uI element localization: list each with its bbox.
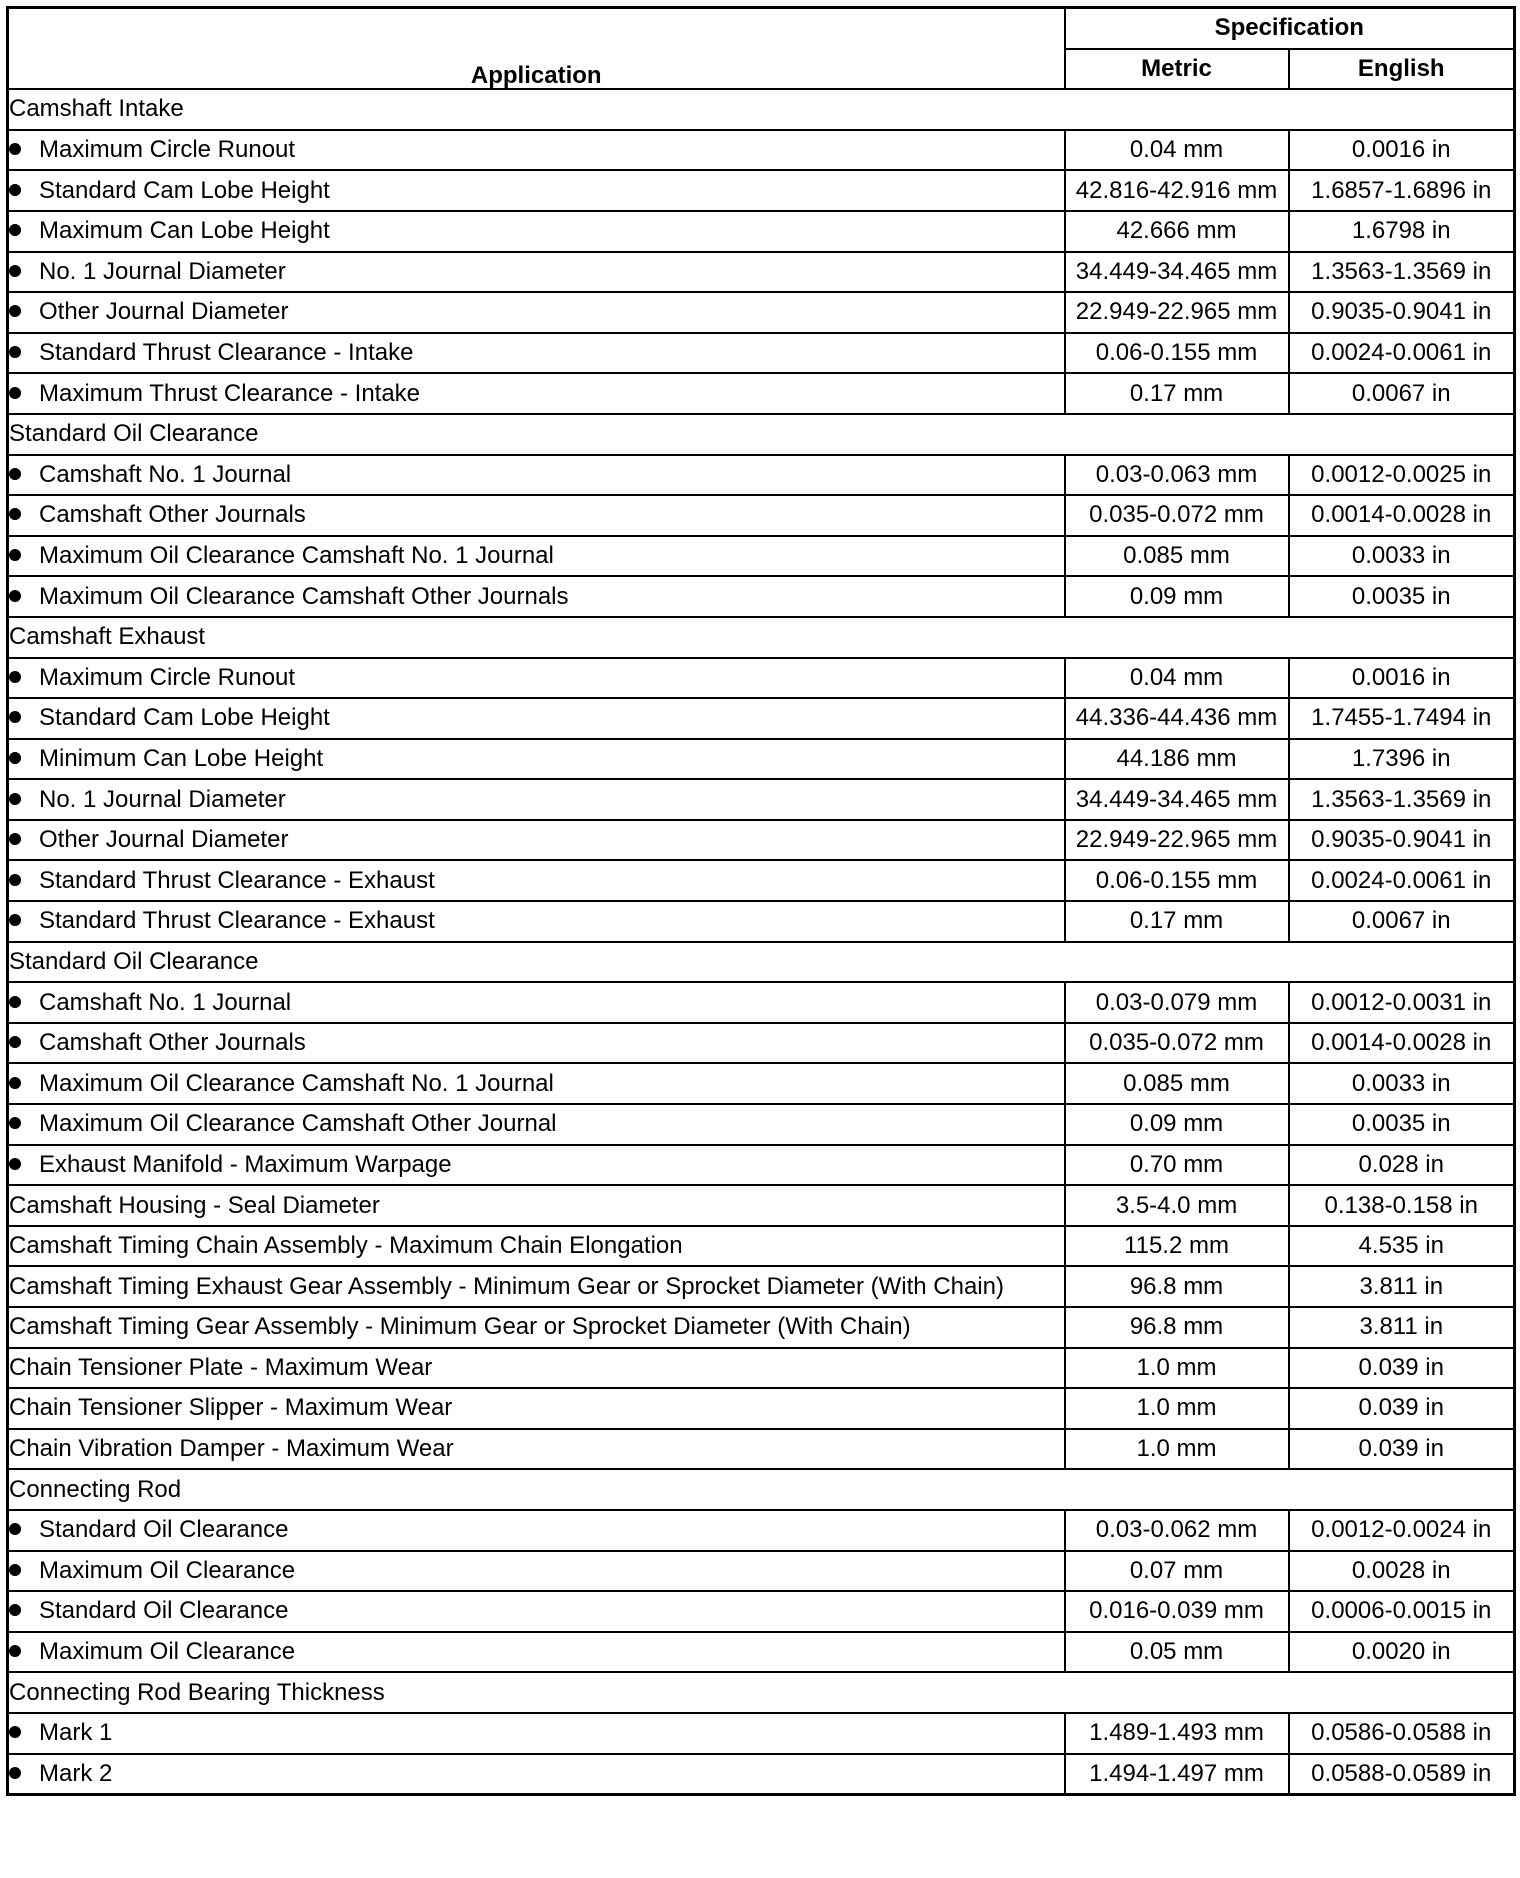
metric-value: 34.449-34.465 mm (1065, 252, 1289, 293)
application-label: Mark 1 (39, 1719, 113, 1747)
application-label: Standard Oil Clearance (39, 1516, 289, 1544)
application-cell (8, 130, 1065, 171)
bullet-icon (9, 1117, 21, 1129)
table-row (8, 739, 1515, 780)
bullet-icon (9, 1604, 21, 1616)
application-cell (8, 1348, 1065, 1389)
section-title: Connecting Rod Bearing Thickness (8, 1672, 1515, 1713)
application-label: Other Journal Diameter (39, 826, 289, 854)
application-cell (8, 455, 1065, 496)
table-row (8, 658, 1515, 699)
bullet-icon (9, 468, 21, 480)
table-body (8, 89, 1515, 1794)
application-cell (8, 1632, 1065, 1673)
application-cell (8, 1551, 1065, 1592)
application-cell (8, 820, 1065, 861)
english-value: 1.6798 in (1289, 211, 1515, 252)
metric-value: 1.494-1.497 mm (1065, 1754, 1289, 1795)
metric-value: 0.06-0.155 mm (1065, 860, 1289, 901)
application-cell (8, 658, 1065, 699)
english-value: 0.0035 in (1289, 1104, 1515, 1145)
metric-value: 22.949-22.965 mm (1065, 292, 1289, 333)
section-title: Camshaft Intake (8, 89, 1515, 130)
application-cell (8, 1266, 1065, 1307)
metric-value: 0.07 mm (1065, 1551, 1289, 1592)
english-value: 0.0016 in (1289, 658, 1515, 699)
application-label: Standard Thrust Clearance - Exhaust (39, 907, 435, 935)
table-row (8, 1551, 1515, 1592)
bullet-icon (9, 1077, 21, 1089)
english-value: 0.039 in (1289, 1429, 1515, 1470)
table-row (8, 982, 1515, 1023)
application-label: Maximum Oil Clearance Camshaft Other Journals (39, 582, 569, 610)
table-row (8, 1226, 1515, 1267)
bullet-icon (9, 1645, 21, 1657)
section-title: Camshaft Exhaust (8, 617, 1515, 658)
application-cell (8, 211, 1065, 252)
application-label: Camshaft Other Journals (39, 501, 306, 529)
application-label: Chain Vibration Damper - Maximum Wear (9, 1435, 454, 1463)
english-value: 0.039 in (1289, 1388, 1515, 1429)
application-cell (8, 739, 1065, 780)
application-cell (8, 901, 1065, 942)
metric-value: 0.09 mm (1065, 576, 1289, 617)
bullet-icon (9, 184, 21, 196)
application-cell (8, 1591, 1065, 1632)
application-cell (8, 495, 1065, 536)
application-label: Camshaft Housing - Seal Diameter (9, 1191, 380, 1219)
application-label: Exhaust Manifold - Maximum Warpage (39, 1150, 452, 1178)
application-cell (8, 252, 1065, 293)
english-value: 1.7455-1.7494 in (1289, 698, 1515, 739)
metric-value: 96.8 mm (1065, 1266, 1289, 1307)
table-row (8, 1632, 1515, 1673)
english-value: 0.0012-0.0031 in (1289, 982, 1515, 1023)
application-label: Camshaft Timing Chain Assembly - Maximum Chain Elongation (9, 1232, 683, 1260)
application-label: Maximum Can Lobe Height (39, 217, 330, 245)
english-value: 0.0033 in (1289, 536, 1515, 577)
bullet-icon (9, 793, 21, 805)
metric-value: 42.816-42.916 mm (1065, 170, 1289, 211)
table-header (8, 8, 1515, 90)
bullet-icon (9, 1036, 21, 1048)
application-label: Camshaft Timing Gear Assembly - Minimum Gear or Sprocket Diameter (With Chain) (9, 1313, 911, 1341)
english-value: 0.0012-0.0024 in (1289, 1510, 1515, 1551)
application-label: Maximum Oil Clearance (39, 1638, 296, 1666)
bullet-icon (9, 1767, 21, 1779)
application-label: Standard Oil Clearance (39, 1597, 289, 1625)
bullet-icon (9, 1564, 21, 1576)
english-header: English (1289, 49, 1515, 90)
application-label: Standard Thrust Clearance - Exhaust (39, 866, 435, 894)
english-value: 1.3563-1.3569 in (1289, 252, 1515, 293)
table-row (8, 455, 1515, 496)
metric-value: 0.03-0.079 mm (1065, 982, 1289, 1023)
table-row (8, 860, 1515, 901)
metric-value: 44.336-44.436 mm (1065, 698, 1289, 739)
english-value: 0.0014-0.0028 in (1289, 495, 1515, 536)
table-row (8, 1063, 1515, 1104)
english-value: 1.7396 in (1289, 739, 1515, 780)
table-row (8, 333, 1515, 374)
english-value: 0.0024-0.0061 in (1289, 860, 1515, 901)
section-title: Standard Oil Clearance (8, 414, 1515, 455)
english-value: 3.811 in (1289, 1266, 1515, 1307)
application-cell (8, 1226, 1065, 1267)
application-label: Standard Cam Lobe Height (39, 176, 330, 204)
application-label: Standard Thrust Clearance - Intake (39, 339, 414, 367)
table-row (8, 1510, 1515, 1551)
english-value: 0.138-0.158 in (1289, 1185, 1515, 1226)
table-row (8, 292, 1515, 333)
bullet-icon (9, 346, 21, 358)
english-value: 1.3563-1.3569 in (1289, 779, 1515, 820)
section-row (8, 414, 1515, 455)
section-row (8, 942, 1515, 983)
application-cell (8, 1023, 1065, 1064)
english-value: 0.0588-0.0589 in (1289, 1754, 1515, 1795)
table-row (8, 820, 1515, 861)
section-title: Standard Oil Clearance (8, 942, 1515, 983)
table-row (8, 576, 1515, 617)
application-cell (8, 1388, 1065, 1429)
english-value: 0.0024-0.0061 in (1289, 333, 1515, 374)
metric-value: 0.035-0.072 mm (1065, 1023, 1289, 1064)
application-cell (8, 292, 1065, 333)
table-row (8, 252, 1515, 293)
application-label: Mark 2 (39, 1759, 113, 1787)
metric-value: 0.016-0.039 mm (1065, 1591, 1289, 1632)
application-label: Minimum Can Lobe Height (39, 744, 324, 772)
specification-table (6, 6, 1516, 1796)
application-label: Maximum Circle Runout (39, 136, 296, 164)
application-label: Maximum Oil Clearance Camshaft Other Journal (39, 1110, 557, 1138)
english-value: 0.0028 in (1289, 1551, 1515, 1592)
application-label: Standard Cam Lobe Height (39, 704, 330, 732)
metric-value: 0.17 mm (1065, 373, 1289, 414)
bullet-icon (9, 914, 21, 926)
metric-value: 0.03-0.062 mm (1065, 1510, 1289, 1551)
bullet-icon (9, 224, 21, 236)
metric-value: 0.05 mm (1065, 1632, 1289, 1673)
bullet-icon (9, 1523, 21, 1535)
english-value: 4.535 in (1289, 1226, 1515, 1267)
english-value: 0.0067 in (1289, 901, 1515, 942)
table-row (8, 1023, 1515, 1064)
english-value: 0.0033 in (1289, 1063, 1515, 1104)
application-label: Maximum Thrust Clearance - Intake (39, 379, 421, 407)
application-header: Application (8, 8, 1065, 90)
application-cell (8, 333, 1065, 374)
section-title: Connecting Rod (8, 1469, 1515, 1510)
table-row (8, 779, 1515, 820)
english-value: 0.0016 in (1289, 130, 1515, 171)
english-value: 1.6857-1.6896 in (1289, 170, 1515, 211)
metric-value: 0.04 mm (1065, 658, 1289, 699)
metric-value: 1.0 mm (1065, 1388, 1289, 1429)
bullet-icon (9, 671, 21, 683)
application-label: Camshaft Timing Exhaust Gear Assembly - Minimum Gear or Sprocket Diameter (With Chain) (9, 1272, 1004, 1300)
bullet-icon (9, 833, 21, 845)
bullet-icon (9, 1726, 21, 1738)
metric-value: 3.5-4.0 mm (1065, 1185, 1289, 1226)
bullet-icon (9, 305, 21, 317)
application-cell (8, 576, 1065, 617)
section-row (8, 1672, 1515, 1713)
english-value: 0.0020 in (1289, 1632, 1515, 1673)
application-cell (8, 860, 1065, 901)
table-row (8, 698, 1515, 739)
application-cell (8, 1510, 1065, 1551)
english-value: 0.0067 in (1289, 373, 1515, 414)
table-row (8, 495, 1515, 536)
application-cell (8, 1145, 1065, 1186)
table-row (8, 1266, 1515, 1307)
table-row (8, 1185, 1515, 1226)
table-row (8, 1348, 1515, 1389)
metric-value: 1.489-1.493 mm (1065, 1713, 1289, 1754)
section-row (8, 1469, 1515, 1510)
application-cell (8, 1104, 1065, 1145)
bullet-icon (9, 996, 21, 1008)
application-cell (8, 1185, 1065, 1226)
table-row (8, 536, 1515, 577)
metric-value: 0.70 mm (1065, 1145, 1289, 1186)
table-row (8, 1145, 1515, 1186)
english-value: 0.0006-0.0015 in (1289, 1591, 1515, 1632)
metric-value: 0.085 mm (1065, 1063, 1289, 1104)
application-label: Camshaft No. 1 Journal (39, 988, 292, 1016)
metric-value: 0.06-0.155 mm (1065, 333, 1289, 374)
application-label: No. 1 Journal Diameter (39, 785, 286, 813)
bullet-icon (9, 752, 21, 764)
metric-value: 0.085 mm (1065, 536, 1289, 577)
metric-value: 0.035-0.072 mm (1065, 495, 1289, 536)
application-cell (8, 170, 1065, 211)
table-row (8, 1429, 1515, 1470)
english-value: 0.0014-0.0028 in (1289, 1023, 1515, 1064)
bullet-icon (9, 874, 21, 886)
metric-value: 0.03-0.063 mm (1065, 455, 1289, 496)
bullet-icon (9, 1158, 21, 1170)
application-label: Camshaft No. 1 Journal (39, 460, 292, 488)
table-row (8, 373, 1515, 414)
application-cell (8, 536, 1065, 577)
english-value: 0.0586-0.0588 in (1289, 1713, 1515, 1754)
section-row (8, 617, 1515, 658)
application-label: Maximum Circle Runout (39, 663, 296, 691)
bullet-icon (9, 549, 21, 561)
application-label: Chain Tensioner Plate - Maximum Wear (9, 1353, 433, 1381)
bullet-icon (9, 590, 21, 602)
bullet-icon (9, 143, 21, 155)
table-row (8, 1754, 1515, 1795)
english-value: 0.9035-0.9041 in (1289, 820, 1515, 861)
application-label: Maximum Oil Clearance Camshaft No. 1 Journal (39, 542, 554, 570)
table-row (8, 1104, 1515, 1145)
bullet-icon (9, 387, 21, 399)
english-value: 0.039 in (1289, 1348, 1515, 1389)
metric-value: 0.04 mm (1065, 130, 1289, 171)
application-cell (8, 1429, 1065, 1470)
table-row (8, 170, 1515, 211)
application-cell (8, 698, 1065, 739)
bullet-icon (9, 711, 21, 723)
application-label: No. 1 Journal Diameter (39, 257, 286, 285)
application-cell (8, 982, 1065, 1023)
metric-value: 115.2 mm (1065, 1226, 1289, 1267)
table-row (8, 1307, 1515, 1348)
metric-value: 44.186 mm (1065, 739, 1289, 780)
specification-header: Specification (1065, 8, 1515, 49)
application-label: Chain Tensioner Slipper - Maximum Wear (9, 1394, 453, 1422)
english-value: 0.028 in (1289, 1145, 1515, 1186)
metric-value: 34.449-34.465 mm (1065, 779, 1289, 820)
english-value: 0.9035-0.9041 in (1289, 292, 1515, 333)
table-row (8, 130, 1515, 171)
table-row (8, 211, 1515, 252)
application-cell (8, 1713, 1065, 1754)
section-row (8, 89, 1515, 130)
metric-value: 1.0 mm (1065, 1348, 1289, 1389)
application-label: Maximum Oil Clearance (39, 1556, 296, 1584)
english-value: 3.811 in (1289, 1307, 1515, 1348)
application-label: Maximum Oil Clearance Camshaft No. 1 Journal (39, 1069, 554, 1097)
application-cell (8, 779, 1065, 820)
metric-value: 1.0 mm (1065, 1429, 1289, 1470)
table-row (8, 1713, 1515, 1754)
metric-value: 22.949-22.965 mm (1065, 820, 1289, 861)
metric-header: Metric (1065, 49, 1289, 90)
table-row (8, 1591, 1515, 1632)
bullet-icon (9, 265, 21, 277)
table-row (8, 1388, 1515, 1429)
application-label: Camshaft Other Journals (39, 1029, 306, 1057)
application-label: Other Journal Diameter (39, 298, 289, 326)
bullet-icon (9, 508, 21, 520)
application-cell (8, 373, 1065, 414)
metric-value: 0.09 mm (1065, 1104, 1289, 1145)
metric-value: 0.17 mm (1065, 901, 1289, 942)
metric-value: 96.8 mm (1065, 1307, 1289, 1348)
table-row (8, 901, 1515, 942)
metric-value: 42.666 mm (1065, 211, 1289, 252)
application-cell (8, 1754, 1065, 1795)
english-value: 0.0012-0.0025 in (1289, 455, 1515, 496)
application-cell (8, 1307, 1065, 1348)
english-value: 0.0035 in (1289, 576, 1515, 617)
application-cell (8, 1063, 1065, 1104)
